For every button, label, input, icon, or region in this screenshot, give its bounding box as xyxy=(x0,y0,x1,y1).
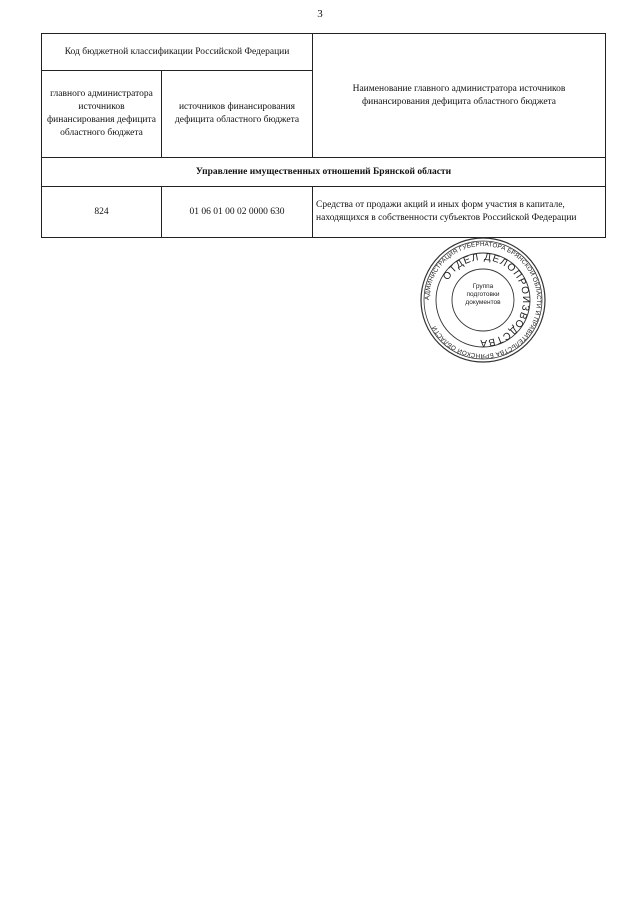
source-code-cell: 01 06 01 00 02 0000 630 xyxy=(162,187,313,238)
header-budget-code-group: Код бюджетной классификации Российской Федерации xyxy=(42,34,313,71)
source-name-cell: Средства от продажи акций и иных форм участия в капитале, находящихся в собственности субъектов Российской Федерации xyxy=(313,187,606,238)
admin-code-cell: 824 xyxy=(42,187,162,238)
page-number: 3 xyxy=(317,8,323,20)
stamp-inner-text: ОТДЕЛ ДЕЛОПРОИЗВОДСТВА xyxy=(441,251,532,349)
header-financing-sources: источников финансирования дефицита областного бюджета xyxy=(162,71,313,158)
section-title: Управление имущественных отношений Брянской области xyxy=(42,158,606,187)
stamp-center-text: Группа подготовки документов xyxy=(465,283,501,307)
header-main-administrator: главного администратора источников финансирования дефицита областного бюджета xyxy=(42,71,162,158)
stamp-outer-text: АДМИНИСТРАЦИЯ ГУБЕРНАТОРА БРЯНСКОЙ ОБЛАСТИ И ПРАВИТЕЛЬСТВА БРЯНСКОЙ ОБЛАСТИ xyxy=(423,240,543,360)
table-row xyxy=(42,187,606,238)
table-section-row xyxy=(42,158,606,187)
header-administrator-name: Наименование главного администратора источников финансирования дефицита областного бюджета xyxy=(313,34,606,158)
department-stamp xyxy=(418,235,548,365)
budget-classification-table xyxy=(41,33,606,238)
table-header-row xyxy=(42,34,606,71)
